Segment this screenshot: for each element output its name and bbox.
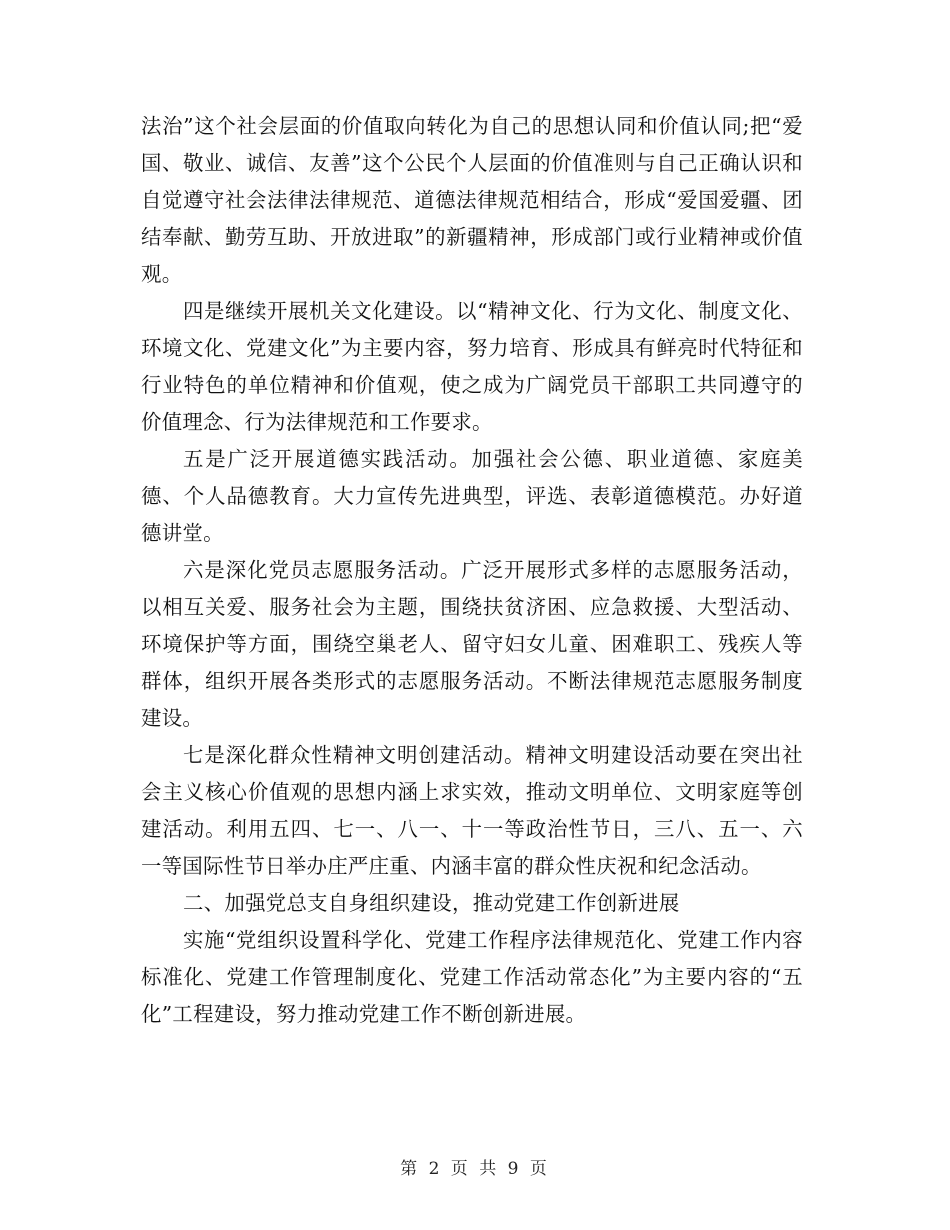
paragraph-item-4: 四是继续开展机关文化建设。以“精神文化、行为文化、制度文化、环境文化、党建文化”为主要内容，努力培育、形成具有鲜亮时代特征和行业特色的单位精神和价值观，使之成为广阔党员干部职工共同遵守的价值理念、行为法律规范和工作要求。 xyxy=(141,299,803,434)
page-number-footer: 第 2 页 共 9 页 xyxy=(400,1159,550,1179)
section-heading-2: 二、加强党总支自身组织建设，推动党建工作创新进展 xyxy=(183,891,680,915)
paragraph-item-6: 六是深化党员志愿服务活动。广泛开展形式多样的志愿服务活动，以相互关爱、服务社会为主题，围绕扶贫济困、应急救援、大型活动、环境保护等方面，围绕空巢老人、留守妇女儿童、困难职工、残疾人等群体，组织开展各类形式的志愿服务活动。不断法律规范志愿服务制度建设。 xyxy=(141,558,803,730)
paragraph-five-modernizations: 实施“党组织设置科学化、党建工作程序法律规范化、党建工作内容标准化、党建工作管理制度化、党建工作活动常态化”为主要内容的“五化”工程建设，努力推动党建工作不断创新进展。 xyxy=(141,928,803,1026)
paragraph-item-7: 七是深化群众性精神文明创建活动。精神文明建设活动要在突出社会主义核心价值观的思想内涵上求实效，推动文明单位、文明家庭等创建活动。利用五四、七一、八一、十一等政治性节日，三八、五一、六一等国际性节日举办庄严庄重、内涵丰富的群众性庆祝和纪念活动。 xyxy=(141,743,803,878)
paragraph-continuation: 法治”这个社会层面的价值取向转化为自己的思想认同和价值认同;把“爱国、敬业、诚信、友善”这个公民个人层面的价值准则与自己正确认识和自觉遵守社会法律法律规范、道德法律规范相结合，形成“爱国爱疆、团结奉献、勤劳互助、开放进取”的新疆精神，形成部门或行业精神或价值观。 xyxy=(141,114,803,286)
paragraph-item-5: 五是广泛开展道德实践活动。加强社会公德、职业道德、家庭美德、个人品德教育。大力宣传先进典型，评选、表彰道德模范。办好道德讲堂。 xyxy=(141,447,803,545)
document-body xyxy=(141,108,803,1033)
